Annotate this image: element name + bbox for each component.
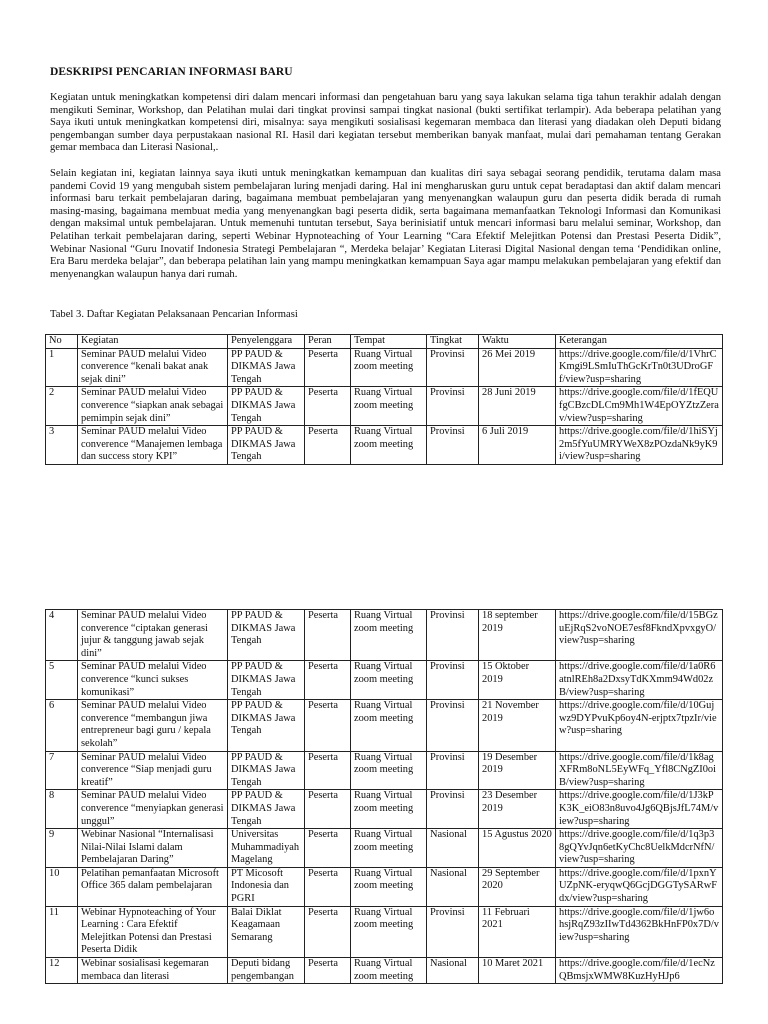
table-row — [46, 700, 723, 751]
header-penyelenggara: Penyelenggara — [228, 335, 305, 349]
cell-no: 4 — [46, 610, 78, 661]
cell-peran: Peserta — [305, 348, 351, 387]
cell-keterangan[interactable]: https://drive.google.com/file/d/1k8agXFRm8oNL5EyWFq_Yfl8CNgZI0oiB/view?usp=sharing — [556, 751, 723, 790]
cell-keterangan[interactable]: https://drive.google.com/file/d/1VhrCKmgi9LSmIuThGcKrTn0t3UDroGFf/view?usp=sharing — [556, 348, 723, 387]
cell-keterangan[interactable]: https://drive.google.com/file/d/10Gujwz9DYPvuKp6oy4N-erjptx7tpzIr/view?usp=sharing — [556, 700, 723, 751]
cell-waktu: 23 Desember 2019 — [479, 790, 556, 829]
cell-penyelenggara: PP PAUD & DIKMAS Jawa Tengah — [228, 426, 305, 465]
cell-tempat: Ruang Virtual zoom meeting — [351, 829, 427, 868]
cell-waktu: 6 Juli 2019 — [479, 426, 556, 465]
cell-tempat: Ruang Virtual zoom meeting — [351, 751, 427, 790]
cell-penyelenggara: Universitas Muhammadiyah Magelang — [228, 829, 305, 868]
paragraph-2: Selain kegiatan ini, kegiatan lainnya saya ikuti untuk meningkatkan kemampuan dan kualitas diri saya sebagai seorang pendidik, terutama dalam masa pandemi Covid 19 yang mengubah sistem pembelajaran luring menjadi daring. Hal ini mengharuskan guru untuk cepat beradaptasi dan aktif dalam mencari informasi baru terkait pembelajaran daring, bagaimana membuat pembelajaran yang menyenangkan walaupun guru dan peserta didik berada di rumah masing-masing, bagaimana membuat media yang menyenangkan bagi peserta didik, serta bagaimana memanfaatkan Teknologi Informasi dan Komunikasi dengan maksimal untuk pembelajaran. Untuk memenuhi tuntutan tersebut, Saya berinisiatif untuk mencari informasi baru melalui seminar, Workshop, dan Pelatihan terkait pembelajaran daring, seperti Webinar Hypnoteaching of Your Learning “Cara Efektif Melejitkan Potensi dan Prestasi Peserta Didik”, Webinar Nasional “Guru Inovatif Indonesia Strategi Pembelajaran “, Merdeka belajar’ Kegiatan Literasi Digital Nasional dengan tema ‘Pendidikan online, Era Baru merdeka belajar”, dan beberapa pelatihan lain yang mampu meningkatkan kemampuan Saya agar mampu melakukan pembelajaran yang efektif dan menyenangkan walaupun hanya dari rumah. — [50, 168, 721, 280]
cell-kegiatan: Webinar Nasional “Internalisasi Nilai-Nilai Islami dalam Pembelajaran Daring” — [78, 829, 228, 868]
activity-table-page-1 — [45, 334, 723, 465]
cell-tempat: Ruang Virtual zoom meeting — [351, 348, 427, 387]
cell-tempat: Ruang Virtual zoom meeting — [351, 610, 427, 661]
cell-tempat: Ruang Virtual zoom meeting — [351, 790, 427, 829]
cell-penyelenggara: PP PAUD & DIKMAS Jawa Tengah — [228, 661, 305, 700]
cell-waktu: 29 September 2020 — [479, 867, 556, 906]
cell-penyelenggara: PP PAUD & DIKMAS Jawa Tengah — [228, 348, 305, 387]
cell-no: 9 — [46, 829, 78, 868]
cell-waktu: 11 Februari 2021 — [479, 906, 556, 957]
cell-no: 1 — [46, 348, 78, 387]
table-row — [46, 751, 723, 790]
cell-tempat: Ruang Virtual zoom meeting — [351, 867, 427, 906]
cell-keterangan[interactable]: https://drive.google.com/file/d/1q3p38gQYvJqn6etKyChc8UelkMdcrNfN/view?usp=sharing — [556, 829, 723, 868]
cell-peran: Peserta — [305, 867, 351, 906]
cell-tingkat: Provinsi — [427, 790, 479, 829]
cell-no: 3 — [46, 426, 78, 465]
activity-table-page-2 — [45, 609, 723, 984]
cell-tingkat: Provinsi — [427, 906, 479, 957]
cell-tingkat: Provinsi — [427, 387, 479, 426]
cell-kegiatan: Seminar PAUD melalui Video converence “siapkan anak sebagai pemimpin sejak dini” — [78, 387, 228, 426]
cell-keterangan[interactable]: https://drive.google.com/file/d/1a0R6atnlREh8a2DxsyTdKXmm94Wd02zB/view?usp=sharing — [556, 661, 723, 700]
table-row — [46, 867, 723, 906]
cell-no: 5 — [46, 661, 78, 700]
cell-tempat: Ruang Virtual zoom meeting — [351, 958, 427, 984]
table-row — [46, 906, 723, 957]
paragraph-1: Kegiatan untuk meningkatkan kompetensi diri dalam mencari informasi dan pengetahuan baru yang saya lakukan selama tiga tahun terakhir adalah dengan mengikuti Seminar, Workshop, dan Pelatihan mulai dari tingkat provinsi sampai tingkat nasional (bukti sertifikat terlampir). Ada beberapa pelatihan yang Saya ikuti untuk meningkatkan kompetensi diri, misalnya: saya mengikuti sosialisasi kegemaran membaca dan literasi yang diadakan oleh Deputi bidang pengembangan sumber daya perpustakaan nasional RI. Hasil dari kegiatan tersebut memberikan banyak manfaat, mulai dari pemahaman tentang Gerakan gemar membaca dan Literasi Nasional,. — [50, 92, 721, 154]
cell-keterangan[interactable]: https://drive.google.com/file/d/1pxnYUZpNK-eryqwQ6GcjDGGTySARwFdx/view?usp=sharing — [556, 867, 723, 906]
cell-penyelenggara: PP PAUD & DIKMAS Jawa Tengah — [228, 610, 305, 661]
cell-peran: Peserta — [305, 387, 351, 426]
cell-tempat: Ruang Virtual zoom meeting — [351, 906, 427, 957]
cell-penyelenggara: Balai Diklat Keagamaan Semarang — [228, 906, 305, 957]
cell-penyelenggara: PP PAUD & DIKMAS Jawa Tengah — [228, 751, 305, 790]
page-title: DESKRIPSI PENCARIAN INFORMASI BARU — [50, 66, 293, 78]
cell-tingkat: Provinsi — [427, 751, 479, 790]
cell-keterangan[interactable]: https://drive.google.com/file/d/15BGzuEjRqS2voNOE7esf8FkndXpvxgyO/view?usp=sharing — [556, 610, 723, 661]
cell-waktu: 10 Maret 2021 — [479, 958, 556, 984]
cell-peran: Peserta — [305, 661, 351, 700]
cell-keterangan[interactable]: https://drive.google.com/file/d/1hiSYj2m5fYuUMRYWeX8zPOzdaNk9yK9i/view?usp=sharing — [556, 426, 723, 465]
table-row — [46, 610, 723, 661]
table-row — [46, 426, 723, 465]
header-no: No — [46, 335, 78, 349]
cell-kegiatan: Seminar PAUD melalui Video converence “kenali bakat anak sejak dini” — [78, 348, 228, 387]
cell-keterangan[interactable]: https://drive.google.com/file/d/1J3kPK3K_eiO83n8uvo4Jg6QBjsJfL74M/view?usp=sharing — [556, 790, 723, 829]
cell-waktu: 18 september 2019 — [479, 610, 556, 661]
cell-tempat: Ruang Virtual zoom meeting — [351, 426, 427, 465]
table-body-page-1 — [46, 348, 723, 464]
cell-no: 8 — [46, 790, 78, 829]
cell-waktu: 15 Oktober 2019 — [479, 661, 556, 700]
cell-no: 11 — [46, 906, 78, 957]
cell-no: 2 — [46, 387, 78, 426]
table-row — [46, 661, 723, 700]
cell-peran: Peserta — [305, 610, 351, 661]
cell-peran: Peserta — [305, 790, 351, 829]
header-kegiatan: Kegiatan — [78, 335, 228, 349]
cell-tingkat: Provinsi — [427, 610, 479, 661]
cell-tingkat: Nasional — [427, 829, 479, 868]
cell-penyelenggara: PP PAUD & DIKMAS Jawa Tengah — [228, 700, 305, 751]
cell-kegiatan: Webinar sosialisasi kegemaran membaca dan literasi — [78, 958, 228, 984]
cell-waktu: 19 Desember 2019 — [479, 751, 556, 790]
cell-tempat: Ruang Virtual zoom meeting — [351, 661, 427, 700]
table-row — [46, 958, 723, 984]
table-caption: Tabel 3. Daftar Kegiatan Pelaksanaan Pencarian Informasi — [50, 309, 298, 320]
table-row — [46, 829, 723, 868]
cell-peran: Peserta — [305, 906, 351, 957]
cell-tempat: Ruang Virtual zoom meeting — [351, 700, 427, 751]
cell-tingkat: Provinsi — [427, 348, 479, 387]
cell-waktu: 28 Juni 2019 — [479, 387, 556, 426]
cell-peran: Peserta — [305, 751, 351, 790]
header-tempat: Tempat — [351, 335, 427, 349]
cell-keterangan[interactable]: https://drive.google.com/file/d/1fEQUfgCBzcDLCm9Mh1W4EpOYZtzZerav/view?usp=sharing — [556, 387, 723, 426]
cell-tingkat: Provinsi — [427, 661, 479, 700]
cell-no: 6 — [46, 700, 78, 751]
cell-peran: Peserta — [305, 426, 351, 465]
cell-penyelenggara: PP PAUD & DIKMAS Jawa Tengah — [228, 387, 305, 426]
cell-tempat: Ruang Virtual zoom meeting — [351, 387, 427, 426]
cell-waktu: 26 Mei 2019 — [479, 348, 556, 387]
cell-no: 12 — [46, 958, 78, 984]
cell-no: 7 — [46, 751, 78, 790]
cell-kegiatan: Seminar PAUD melalui Video converence “menyiapkan generasi unggul” — [78, 790, 228, 829]
table-row — [46, 387, 723, 426]
cell-peran: Peserta — [305, 700, 351, 751]
cell-keterangan[interactable]: https://drive.google.com/file/d/1jw6ohsjRqZ93zIIwTd4362BkHnFP0x7D/view?usp=sharing — [556, 906, 723, 957]
cell-tingkat: Provinsi — [427, 700, 479, 751]
cell-kegiatan: Seminar PAUD melalui Video converence “Manajemen lembaga dan success story KPI” — [78, 426, 228, 465]
table-row — [46, 348, 723, 387]
table-row — [46, 790, 723, 829]
header-waktu: Waktu — [479, 335, 556, 349]
cell-keterangan[interactable]: https://drive.google.com/file/d/1ecNzQBmsjxWMW8KuzHyHJp6 — [556, 958, 723, 984]
cell-no: 10 — [46, 867, 78, 906]
header-keterangan: Keterangan — [556, 335, 723, 349]
table-body-page-2 — [46, 610, 723, 984]
cell-waktu: 21 November 2019 — [479, 700, 556, 751]
cell-peran: Peserta — [305, 958, 351, 984]
cell-kegiatan: Seminar PAUD melalui Video converence “membangun jiwa entrepreneur bagi guru / kepala sekolah” — [78, 700, 228, 751]
cell-tingkat: Nasional — [427, 958, 479, 984]
cell-penyelenggara: Deputi bidang pengembangan — [228, 958, 305, 984]
cell-peran: Peserta — [305, 829, 351, 868]
cell-tingkat: Nasional — [427, 867, 479, 906]
cell-tingkat: Provinsi — [427, 426, 479, 465]
cell-kegiatan: Seminar PAUD melalui Video converence “Siap menjadi guru kreatif” — [78, 751, 228, 790]
cell-kegiatan: Webinar Hypnoteaching of Your Learning : Cara Efektif Melejitkan Potensi dan Prestasi Peserta Didik — [78, 906, 228, 957]
cell-kegiatan: Pelatihan pemanfaatan Microsoft Office 365 dalam pembelajaran — [78, 867, 228, 906]
cell-penyelenggara: PP PAUD & DIKMAS Jawa Tengah — [228, 790, 305, 829]
cell-penyelenggara: PT Micosoft Indonesia dan PGRI — [228, 867, 305, 906]
header-tingkat: Tingkat — [427, 335, 479, 349]
cell-kegiatan: Seminar PAUD melalui Video converence “kunci sukses komunikasi” — [78, 661, 228, 700]
table-header-row — [46, 335, 723, 349]
header-peran: Peran — [305, 335, 351, 349]
cell-kegiatan: Seminar PAUD melalui Video converence “ciptakan generasi jujur & tanggung jawab sejak dini” — [78, 610, 228, 661]
cell-waktu: 15 Agustus 2020 — [479, 829, 556, 868]
